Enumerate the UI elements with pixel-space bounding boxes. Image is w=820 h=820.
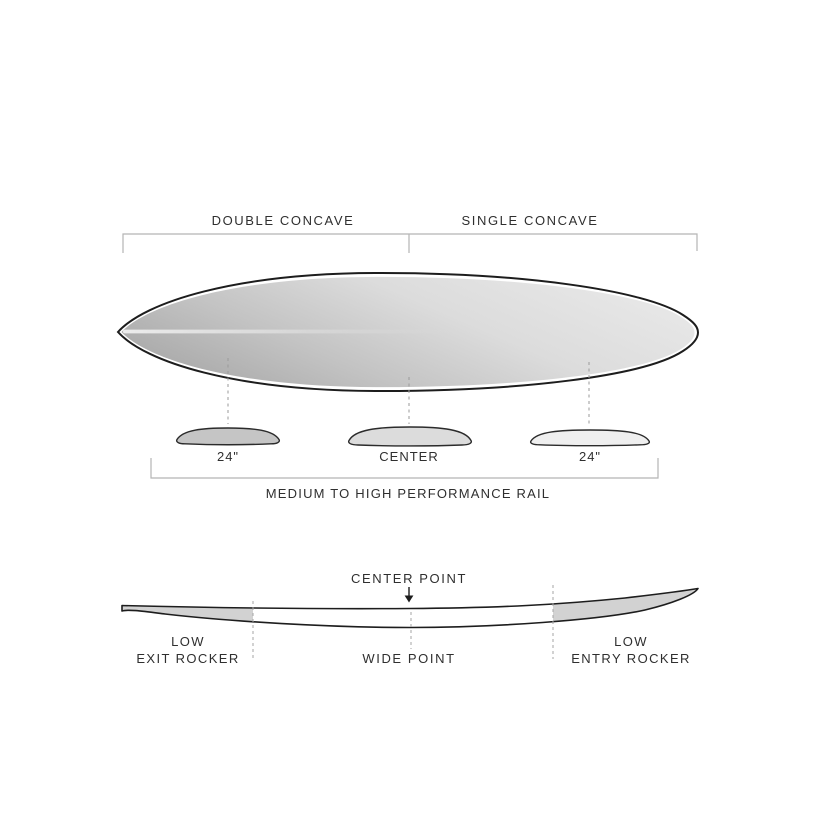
label-low-entry-rocker-line2: ENTRY ROCKER [571, 650, 691, 666]
concave-zones-bracket [123, 234, 697, 253]
label-low-exit-rocker [136, 634, 239, 667]
label-low-entry-rocker-line1: LOW [614, 634, 648, 649]
label-low-exit-rocker-line2: EXIT ROCKER [136, 650, 240, 666]
label-rail-24-right: 24" [578, 449, 602, 464]
label-single-concave: SINGLE CONCAVE [461, 213, 599, 228]
double-concave-stringer-highlight [123, 330, 453, 334]
label-wide-point: WIDE POINT [362, 651, 456, 666]
label-rail-center: CENTER [379, 449, 439, 464]
label-center-point: CENTER POINT [351, 571, 467, 586]
label-double-concave: DOUBLE CONCAVE [211, 213, 355, 228]
rail-cross-section-center [349, 427, 472, 446]
rail-cross-section-24-right [531, 430, 650, 446]
label-low-exit-rocker-line1: LOW [171, 634, 205, 649]
center-point-down-arrow-icon [405, 587, 414, 603]
label-rail-caption: MEDIUM TO HIGH PERFORMANCE RAIL [265, 486, 551, 501]
label-rail-24-left: 24" [216, 449, 240, 464]
rail-cross-section-24-left [177, 428, 280, 445]
label-low-entry-rocker [571, 634, 691, 667]
